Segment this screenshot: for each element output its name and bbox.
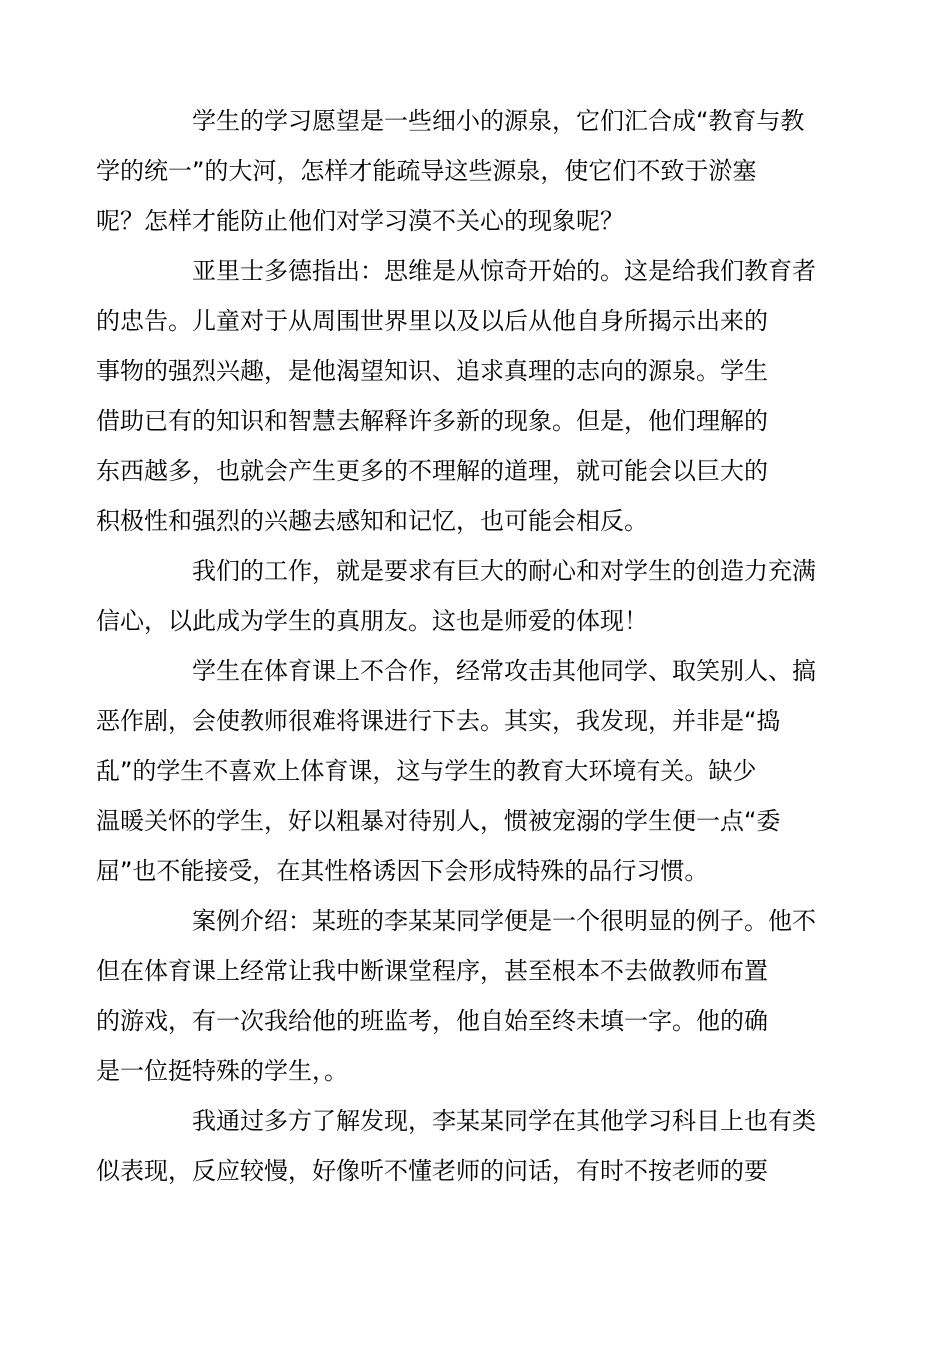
paragraph-1 — [96, 96, 816, 246]
text-line: 温暖关怀的学生，好以粗暴对待别人，惯被宠溺的学生便一点“委 — [96, 807, 781, 835]
paragraph-3 — [96, 546, 816, 646]
text-line: 信心，以此成为学生的真朋友。这也是师爱的体现！ — [96, 607, 648, 635]
paragraph-6 — [96, 1096, 816, 1196]
text-line: 学生在体育课上不合作，经常攻击其他同学、取笑别人、搞 — [192, 657, 816, 685]
text-line: 案例介绍：某班的李某某同学便是一个很明显的例子。他不 — [192, 907, 816, 935]
paragraph-4 — [96, 646, 816, 896]
text-line: 呢？怎样才能防止他们对学习漠不关心的现象呢？ — [96, 207, 624, 235]
text-line: 积极性和强烈的兴趣去感知和记忆，也可能会相反。 — [96, 507, 648, 535]
text-line: 借助已有的知识和智慧去解释许多新的现象。但是，他们理解的 — [96, 407, 768, 435]
text-line: 学生的学习愿望是一些细小的源泉，它们汇合成“教育与教 — [192, 107, 805, 135]
text-line: 东西越多，也就会产生更多的不理解的道理，就可能会以巨大的 — [96, 457, 768, 485]
text-line: 屈”也不能接受，在其性格诱因下会形成特殊的品行习惯。 — [96, 857, 709, 885]
paragraph-2 — [96, 246, 816, 546]
text-line: 亚里士多德指出：思维是从惊奇开始的。这是给我们教育者 — [192, 257, 816, 285]
text-line: 但在体育课上经常让我中断课堂程序，甚至根本不去做教师布置 — [96, 957, 768, 985]
paragraph-5 — [96, 896, 816, 1096]
text-line: 学的统一”的大河，怎样才能疏导这些源泉，使它们不致于淤塞 — [96, 157, 757, 185]
text-line: 是一位挺特殊的学生，。 — [96, 1057, 348, 1085]
text-line: 乱”的学生不喜欢上体育课，这与学生的教育大环境有关。缺少 — [96, 757, 757, 785]
text-line: 似表现，反应较慢，好像听不懂老师的问话，有时不按老师的要 — [96, 1157, 768, 1185]
text-line: 事物的强烈兴趣，是他渴望知识、追求真理的志向的源泉。学生 — [96, 357, 768, 385]
text-line: 的忠告。儿童对于从周围世界里以及以后从他自身所揭示出来的 — [96, 307, 768, 335]
text-line: 我们的工作，就是要求有巨大的耐心和对学生的创造力充满 — [192, 557, 816, 585]
text-line: 我通过多方了解发现，李某某同学在其他学习科目上也有类 — [192, 1107, 816, 1135]
text-line: 恶作剧，会使教师很难将课进行下去。其实，我发现，并非是“捣 — [96, 707, 781, 735]
document-page — [96, 96, 816, 1196]
text-line: 的游戏，有一次我给他的班监考，他自始至终未填一字。他的确 — [96, 1007, 768, 1035]
